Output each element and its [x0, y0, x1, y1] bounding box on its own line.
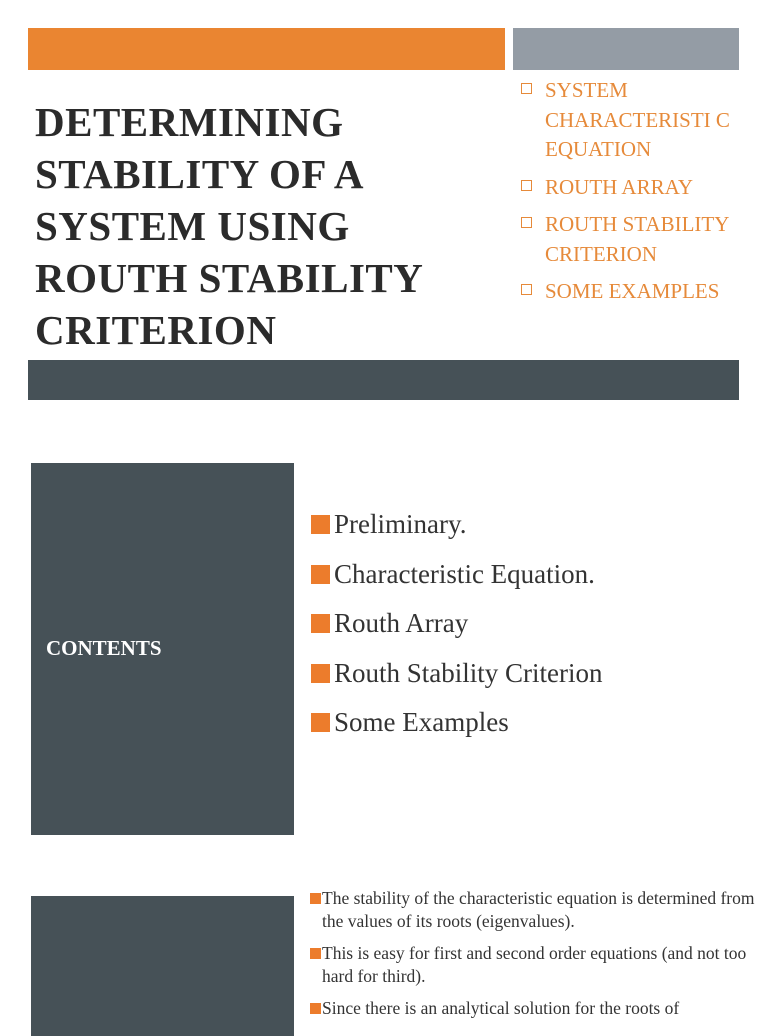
contents-item-label: Routh Stability Criterion — [334, 657, 603, 688]
checkbox-icon — [521, 284, 532, 295]
checkbox-icon — [521, 217, 532, 228]
checkbox-icon — [521, 180, 532, 191]
contents-heading: CONTENTS — [46, 636, 162, 660]
outline-item[interactable] — [519, 210, 759, 269]
contents-item-label: Characteristic Equation. — [334, 558, 595, 589]
outline-item-label: ROUTH ARRAY — [545, 174, 694, 199]
orange-square-bullet-icon — [311, 713, 330, 732]
outline-item-label: ROUTH STABILITY CRITERION — [545, 212, 729, 266]
orange-square-bullet-icon — [311, 565, 330, 584]
contents-list — [311, 506, 603, 754]
contents-item[interactable] — [311, 655, 603, 705]
header-gray-bar — [513, 28, 739, 70]
outline-item-label: SOME EXAMPLES — [545, 279, 720, 303]
contents-item-label: Some Examples — [334, 707, 509, 737]
outline-list — [519, 76, 759, 315]
contents-panel — [31, 463, 294, 835]
checkbox-icon — [521, 83, 532, 94]
contents-item[interactable] — [311, 704, 603, 754]
orange-square-bullet-icon — [310, 1003, 321, 1014]
orange-square-bullet-icon — [310, 893, 321, 904]
orange-square-bullet-icon — [311, 614, 330, 633]
contents-item[interactable] — [311, 605, 603, 655]
body-bullet — [310, 997, 760, 1020]
contents-item-label: Preliminary. — [334, 509, 467, 539]
contents-item[interactable] — [311, 506, 603, 556]
body-bullet-list — [310, 887, 760, 1029]
body-bullet-text: Since there is an analytical solution for the roots of — [322, 998, 680, 1018]
body-bullet — [310, 887, 760, 933]
outline-item[interactable] — [519, 277, 759, 307]
slide-title: DETERMINING STABILITY OF A SYSTEM USING ROUTH STABILITY CRITERION — [35, 99, 422, 353]
body-bullet-text: The stability of the characteristic equation is determined from the values of its roots (eigenvalues). — [322, 888, 755, 931]
contents-item[interactable] — [311, 556, 603, 606]
orange-square-bullet-icon — [310, 948, 321, 959]
preliminary-panel — [31, 896, 294, 1036]
body-bullet-text: This is easy for first and second order equations (and not too hard for third). — [322, 943, 747, 986]
orange-square-bullet-icon — [311, 515, 330, 534]
title-divider-bar — [28, 360, 739, 400]
header-orange-bar — [28, 28, 505, 70]
body-bullet — [310, 942, 760, 988]
outline-item-label: SYSTEM CHARACTERISTI C EQUATION — [545, 78, 730, 161]
contents-item-label: Routh Array — [334, 608, 469, 638]
orange-square-bullet-icon — [311, 664, 330, 683]
outline-item[interactable] — [519, 76, 759, 165]
outline-item[interactable] — [519, 173, 759, 203]
